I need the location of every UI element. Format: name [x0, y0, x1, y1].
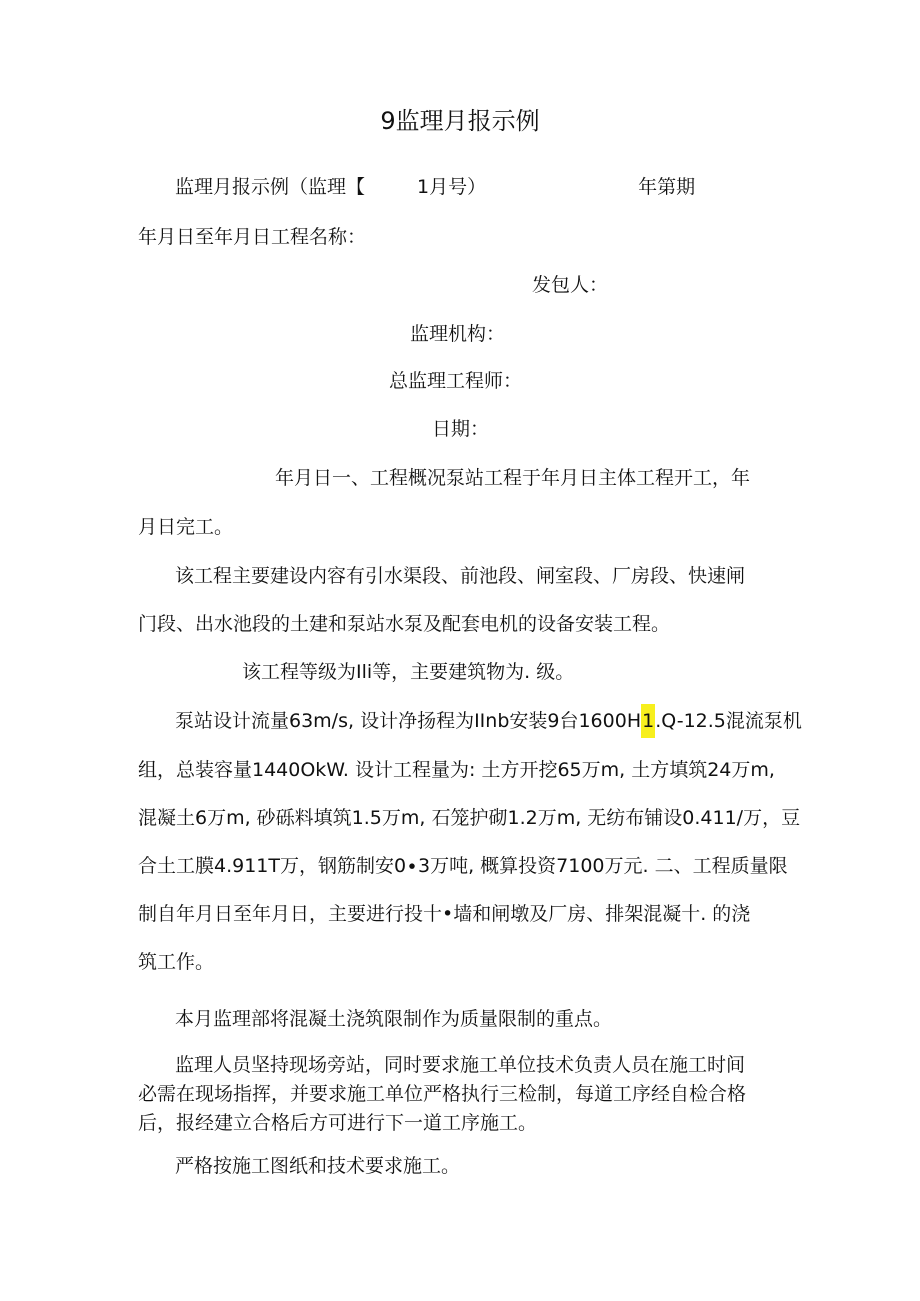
paragraph-4-line-3: 混凝土6万m, 砂砾料填筑1.5万m, 石笼护砌1.2万m, 无纺布铺设0.411∕万，豆 [138, 807, 801, 829]
supervisor-org-field: 监理机构： [410, 323, 506, 345]
date-range-line: 年月日至年月日工程名称： [138, 226, 367, 248]
paragraph-6-line-1: 监理人员坚持现场旁站，同时要求施工单位技术负责人员在施工时间 [175, 1054, 746, 1076]
paragraph-2-line-2: 门段、出水池段的土建和泵站水泵及配套电机的设备安装工程。 [138, 613, 671, 635]
paragraph-3: 该工程等级为Ili等，主要建筑物为. 级。 [242, 661, 575, 683]
paragraph-4-line-4: 合土工膜4.911T万，钢筋制安0∙3万吨, 概算投资7100万元. 二、工程质量限 [138, 855, 788, 877]
paragraph-4-line-1-text: 泵站设计流量63m∕s, 设计净扬程为IInb安装9台1600H [175, 710, 642, 732]
contractor-field: 发包人： [532, 274, 609, 296]
paragraph-6-line-3: 后，报经建立合格后方可进行下一道工序施工。 [138, 1112, 538, 1134]
date-field: 日期： [432, 418, 490, 440]
paragraph-4-line-2: 组，总装容量1440OkW. 设计工程量为: 土方开挖65万m, 土方填筑24万m, [138, 759, 775, 781]
report-header-year: 年第期 [638, 176, 696, 198]
paragraph-7: 严格按施工图纸和技术要求施工。 [175, 1155, 461, 1177]
paragraph-4-line-1 [175, 709, 802, 733]
paragraph-1-line-2: 月日完工。 [138, 516, 234, 538]
paragraph-4-line-6: 筑工作。 [138, 951, 215, 973]
paragraph-4-line-1-tail: .Q-12.5混流泵机 [655, 710, 802, 732]
report-header-issue: 1月号） [417, 176, 487, 198]
paragraph-5: 本月监理部将混凝土浇筑限制作为质量限制的重点。 [175, 1008, 613, 1030]
paragraph-4-line-5: 制自年月日至年月日，主要进行投十•墙和闸墩及厂房、排架混凝十. 的浇 [138, 903, 751, 925]
paragraph-6-line-2: 必需在现场指挥，并要求施工单位严格执行三检制，每道工序经自检合格 [138, 1083, 747, 1105]
paragraph-2-line-1: 该工程主要建设内容有引水渠段、前池段、闸室段、厂房段、快速闸 [175, 565, 746, 587]
document-title: 9监理月报示例 [380, 107, 540, 135]
highlighted-text: 1 [641, 704, 655, 738]
report-header [175, 175, 695, 199]
paragraph-1-line-1: 年月日一、工程概况泵站工程于年月日主体工程开工，年 [275, 467, 751, 489]
chief-engineer-field: 总监理工程师： [389, 370, 523, 392]
report-header-label: 监理月报示例（监理【 [175, 176, 366, 198]
